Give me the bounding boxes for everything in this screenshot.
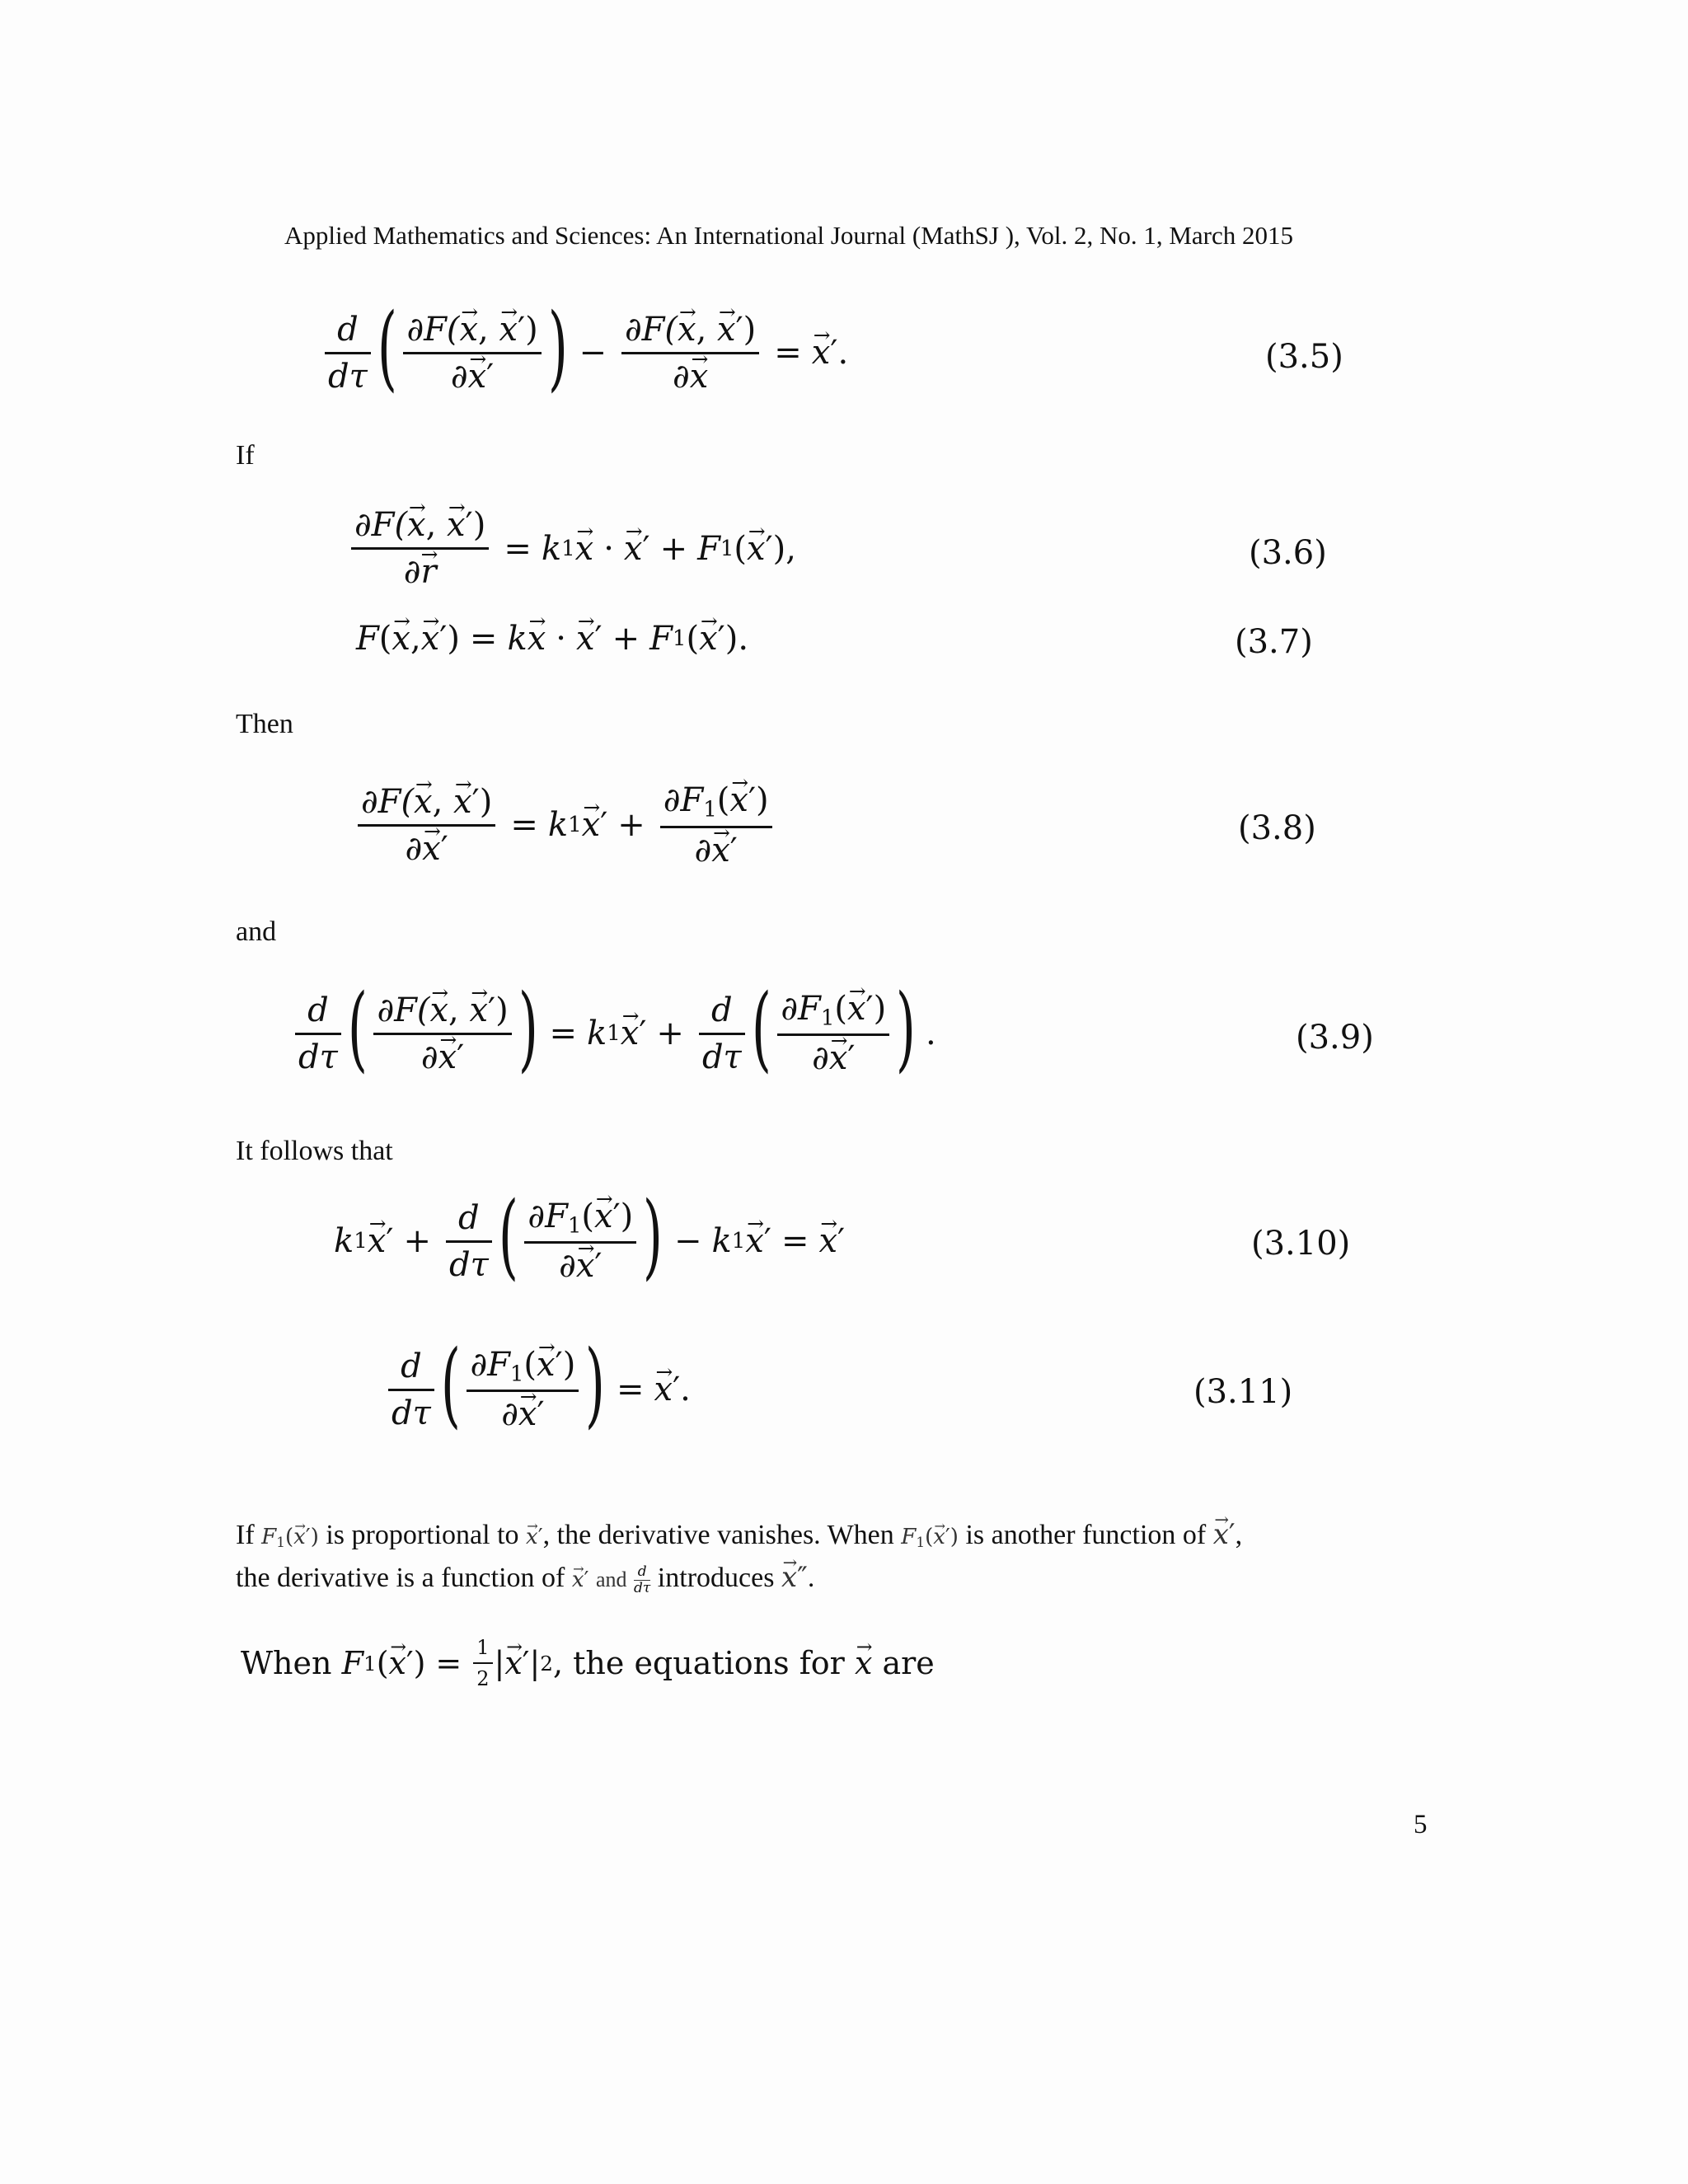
paragraph-if: If: [236, 440, 255, 471]
partial-fraction: $\frac{\partial F(\to x, \to x')}{\partial\to x'}$: [403, 311, 541, 396]
equation-3-11: $\frac{d}{d\tau}$ ( $\frac{\partial F_1(\to x')}{\partial\to x'}$ ) = → x ′ .: [383, 1343, 691, 1436]
equation-number: (3.8): [1238, 809, 1316, 847]
inline-math-F1: $F_1(\to x')$: [261, 1525, 319, 1549]
running-header: Applied Mathematics and Sciences: An International Journal (MathSJ ), Vol. 2, No. 1, March 2015: [284, 221, 1294, 250]
inline-math-xprime: → x′: [572, 1568, 589, 1592]
equation-3-6: $\frac{\partial F(\to x, \to x')}{\partial\to r}$ = k 1 → x · → x ′ + F 1 ( → x ′ ) ,: [346, 506, 796, 591]
inline-d-dtau: $\frac{d}{d\tau}$: [634, 1563, 651, 1596]
equation-number: (3.10): [1251, 1225, 1351, 1263]
paragraph-then: Then: [236, 709, 293, 739]
equation-3-8: $\frac{\partial F(\to x, \to x')}{\partial\to x'}$ = k 1 → x ′ + $\frac{\partial F_1(\to x')}{\partial\to x'}$: [353, 781, 777, 869]
equation-3-10: k 1 → x ′ + $\frac{d}{d\tau}$ ( $\frac{\partial F_1(\to x')}{\partial\to x'}$ ) − k 1 → x ′ = → x ′: [334, 1195, 845, 1287]
closing-paragraph-line-1: If $F_1(\to x')$ is proportional to → x′, the derivative vanishes. When $F_1(\to x')$ is another function of → x′,: [236, 1518, 1242, 1551]
final-line: When F 1 ( → x ′ ) = $\frac{1}{2}$ | → x ′ | 2 , the equations for → x are: [241, 1636, 935, 1690]
paragraph-and: and: [236, 916, 277, 947]
page-number: 5: [1414, 1810, 1428, 1840]
inline-math-xprime: → x′: [526, 1525, 543, 1549]
paragraph-it-follows: It follows that: [236, 1136, 393, 1166]
inline-math-xprime: → x′: [1213, 1518, 1236, 1551]
closing-paragraph-line-2: the derivative is a function of → x′ and $\frac{d}{d\tau}$ introduces → x″.: [236, 1561, 814, 1596]
equation-3-9: $\frac{d}{d\tau}$ ( $\frac{\partial F(\to x, \to x')}{\partial\to x'}$ ) = k 1 → x ′ + $\frac{d}{d\tau}$ ( $\frac{\partial F_1(\to x')}{\partial\to x'}$ ) .: [290, 987, 936, 1080]
inline-math-xdoubleprime: → x″: [781, 1561, 808, 1594]
equation-number: (3.7): [1235, 623, 1313, 661]
d-dtau-fraction: $\frac{d}{d\tau}$: [325, 311, 371, 396]
inline-math-F1: $F_1(\to x')$: [901, 1525, 959, 1549]
equation-number: (3.9): [1296, 1019, 1374, 1057]
equation-3-7: F ( → x , → x ′ ) = k → x · → x ′ + F 1 ( → x ′ ) .: [356, 620, 748, 658]
equation-number: (3.6): [1249, 534, 1327, 572]
partial-fraction: $\frac{\partial F(\to x, \to x')}{\partial\to x}$: [621, 311, 759, 396]
equation-number: (3.5): [1265, 338, 1343, 376]
equation-3-5: $\frac{d}{d\tau}$ ( $\frac{\partial F(\to x, \to x')}{\partial\to x'}$ ) − $\frac{\partial F(\to x, \to x')}{\partial\to x}$ = → x ′ .: [320, 307, 848, 399]
equation-number: (3.11): [1193, 1373, 1293, 1411]
